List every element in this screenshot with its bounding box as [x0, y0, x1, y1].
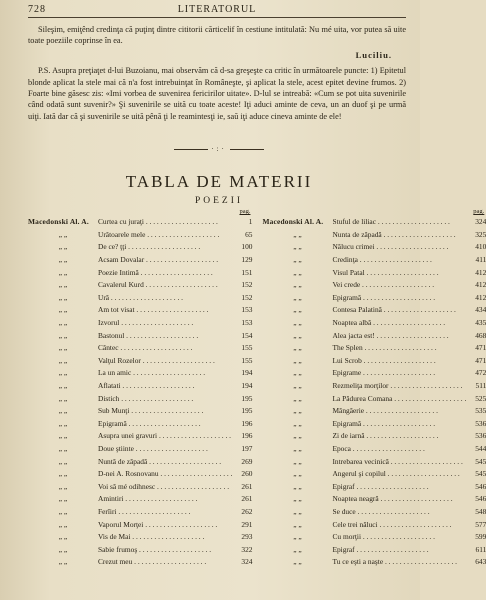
toc-entry-page: 154 [241, 330, 253, 340]
toc-ditto-mark: „ „ [58, 330, 68, 340]
toc-entry-title: Nuntă de zăpadă . . . . . . . . . . . . . . . . . . . . [98, 456, 222, 466]
toc-entry-page: 293 [241, 532, 253, 542]
toc-entry-page: 545 [475, 456, 486, 466]
toc-entry-title: De ce? ţţi . . . . . . . . . . . . . . . . . . . . [98, 242, 201, 252]
toc-entry [28, 230, 252, 243]
toc-entry-page: 261 [241, 481, 253, 491]
toc-ditto-mark: „ „ [293, 431, 302, 441]
toc-entry-title: Cântec . . . . . . . . . . . . . . . . . . . . [98, 343, 193, 353]
toc-ditto-mark: „ „ [293, 469, 302, 479]
toc-entry-title: Distich . . . . . . . . . . . . . . . . . . . . [98, 393, 194, 403]
toc-ditto-mark: „ „ [293, 557, 302, 567]
toc-entry-title: Lui Scrob . . . . . . . . . . . . . . . . . . . . [332, 355, 436, 365]
toc-entry-title: Noaptea neagră . . . . . . . . . . . . . . . . . . . . [332, 494, 453, 504]
toc-entry [28, 343, 252, 356]
toc-entry [28, 431, 252, 444]
toc-ditto-mark: „ „ [293, 267, 302, 277]
toc-entry-title: Bastonul . . . . . . . . . . . . . . . . . . . . [98, 330, 199, 340]
toc-entry [262, 419, 486, 432]
toc-entry-page: 153 [241, 305, 253, 315]
toc-ditto-mark: „ „ [58, 443, 68, 453]
toc-ditto-mark: „ „ [293, 418, 302, 428]
toc-entry-title: Epigraf . . . . . . . . . . . . . . . . . . . . [332, 481, 429, 491]
toc-entry-page: 471 [475, 355, 486, 365]
toc-ditto-mark: „ „ [293, 292, 302, 302]
toc-entry [262, 545, 486, 558]
toc-entry-page: 195 [241, 406, 253, 416]
toc-ditto-mark: „ „ [58, 469, 68, 479]
toc-entry [28, 394, 252, 407]
toc-entry-page: 412 [475, 292, 486, 302]
toc-entry-title: Noaptea albă . . . . . . . . . . . . . . . . . . . . [332, 318, 446, 327]
toc-entry-page: 536 [475, 431, 486, 441]
toc-entry-page: 155 [241, 343, 253, 353]
page-column-header: pag. [473, 208, 485, 216]
toc-entry-page: 511 [475, 380, 486, 390]
toc-entry [262, 507, 486, 520]
toc-entry [28, 406, 252, 419]
toc-entry-title: Urâtoarele mele . . . . . . . . . . . . . . . . . . . . [98, 229, 220, 239]
toc-ditto-mark: „ „ [293, 318, 302, 327]
toc-entry-title: Angerul şi copilul . . . . . . . . . . . . . . . . . . . . [332, 469, 460, 479]
toc-entry [262, 557, 486, 570]
toc-ditto-mark: „ „ [58, 519, 68, 529]
toc-entry-title: Voi să mé odihnesc . . . . . . . . . . . . . . . . . . . . [98, 481, 230, 491]
toc-ditto-mark: „ „ [293, 393, 302, 403]
toc-entry-title: Valţul Rozelor . . . . . . . . . . . . . . . . . . . . [98, 355, 215, 365]
toc-entry-title: Vei crede . . . . . . . . . . . . . . . . . . . . [332, 280, 435, 290]
toc-ditto-mark: „ „ [293, 242, 302, 252]
toc-ditto-mark: „ „ [58, 229, 68, 239]
toc-entry-title: Am tot visat . . . . . . . . . . . . . . . . . . . . [98, 305, 209, 315]
toc-entry [262, 494, 486, 507]
toc-entry [262, 242, 486, 255]
toc-entry-title: D-nei A. Rosnovanu . . . . . . . . . . . . . . . . . . . . [98, 469, 233, 479]
toc-entry-page: 546 [475, 494, 486, 504]
toc-entry-page: 129 [241, 255, 253, 265]
toc-ditto-mark: „ „ [58, 506, 68, 516]
toc-ditto-mark: „ „ [293, 255, 302, 265]
toc-ditto-mark: „ „ [293, 343, 302, 353]
toc-entry [262, 406, 486, 419]
toc-ditto-mark: „ „ [293, 380, 302, 390]
toc-entry [28, 507, 252, 520]
journal-title: LITERATORUL [177, 4, 257, 15]
toc-entry-page: 155 [241, 355, 253, 365]
toc-ditto-mark: „ „ [293, 368, 302, 378]
toc-entry-page: 525 [475, 393, 486, 403]
toc-ditto-mark: „ „ [58, 406, 68, 416]
section-divider: ·:· [28, 144, 410, 154]
toc-entry-page: 197 [241, 443, 253, 453]
toc-entry-title: Contesa Palatină . . . . . . . . . . . . . . . . . . . . [332, 305, 456, 315]
toc-entry-page: 196 [241, 418, 253, 428]
toc-entry-page: 546 [475, 481, 486, 491]
toc-entry-title: Epigrame . . . . . . . . . . . . . . . . . . . . [332, 368, 436, 378]
toc-ditto-mark: „ „ [58, 355, 68, 365]
toc-entry-title: Alea jacta est! . . . . . . . . . . . . . . . . . . . . [332, 330, 449, 340]
toc-ditto-mark: „ „ [293, 280, 302, 290]
toc-entry-title: Se duce . . . . . . . . . . . . . . . . . . . . [332, 506, 430, 516]
toc-author: Macedonski Al. A. [28, 217, 89, 227]
toc-entry-page: 151 [241, 267, 253, 277]
toc-entry-title: Cele trei năluci . . . . . . . . . . . . . . . . . . . . [332, 519, 452, 529]
toc-entry [28, 482, 252, 495]
toc-entry [262, 318, 486, 331]
paragraph: P.S. Asupra preţiaţet d-lui Buzoianu, mai observăm că d-sa greşeşte ca critic în următoarele puncte: 1) Epitetul blonde aplicat la stele mai că n'a fost intrebuinţat în Româneşte, şi aplicat la stele, acest epitet devine frumos. 2) Foarte bine găsesc zis: «Imi vorbea de suvenirea fericirilor uitate». D-lul se intreabă: «Cum se pot uita suvenirile când odată sunt suvenir?» Şi suvenirile se uită cu toate aceste! Iţi aduci aminte de ceva, un an duof şi pe urmă uiţi. Iată dar că şi suvenirile se uită pênă ţi le reamintesţi ie, saŭ iţi aduce cineva aminte de ele! [28, 66, 406, 121]
toc-entry [262, 356, 486, 369]
toc-entry-page: 325 [475, 229, 486, 239]
toc-entry-page: 599 [475, 532, 486, 542]
toc-entry-page: 195 [241, 393, 253, 403]
toc-entry-page: 194 [241, 368, 253, 378]
toc-entry-page: 260 [241, 469, 253, 479]
toc-entry-title: Credinţa . . . . . . . . . . . . . . . . . . . . [332, 255, 432, 265]
toc-entry [28, 368, 252, 381]
toc-entry-page: 435 [475, 318, 486, 327]
page-header [28, 4, 406, 18]
toc-entry [28, 469, 252, 482]
toc-ditto-mark: „ „ [58, 393, 68, 403]
toc-section-title: POEZII [194, 196, 244, 207]
toc-entry [28, 293, 252, 306]
toc-ditto-mark: „ „ [58, 456, 68, 466]
toc-ditto-mark: „ „ [58, 343, 68, 353]
toc-ditto-mark: „ „ [293, 355, 302, 365]
toc-entry-title: Asupra unei gravuri . . . . . . . . . . . . . . . . . . . . [98, 431, 232, 441]
toc-entry [28, 444, 252, 457]
toc-entry-title: La un amic . . . . . . . . . . . . . . . . . . . . [98, 368, 206, 378]
toc-column-left [28, 208, 252, 570]
toc-entry-page: 262 [241, 506, 253, 516]
toc-entry-title: Epoca . . . . . . . . . . . . . . . . . . . . [332, 443, 425, 453]
toc-entry-title: Cavalerul Kurd . . . . . . . . . . . . . . . . . . . . [98, 280, 218, 290]
toc-entry-page: 196 [241, 431, 253, 441]
toc-ditto-mark: „ „ [58, 255, 68, 265]
toc-entry [262, 293, 486, 306]
toc-entry-page: 1 [248, 217, 253, 227]
signature: Luciliu. [355, 49, 392, 60]
toc-ditto-mark: „ „ [293, 532, 302, 542]
toc-entry [28, 255, 252, 268]
toc-entry [28, 545, 252, 558]
toc-entry [28, 494, 252, 507]
toc-ditto-mark: „ „ [58, 305, 68, 315]
toc-entry-page: 472 [475, 368, 486, 378]
toc-entry-title: Tu ce eşti a naşte . . . . . . . . . . . . . . . . . . . . [332, 557, 458, 567]
toc-entry-title: Vaporul Morţei . . . . . . . . . . . . . . . . . . . . [98, 519, 218, 529]
toc-ditto-mark: „ „ [58, 280, 68, 290]
toc-entry [262, 532, 486, 545]
toc-ditto-mark: „ „ [58, 557, 68, 567]
toc-entry-title: Intrebarea vecinică . . . . . . . . . . . . . . . . . . . . [332, 456, 463, 466]
toc-entry [262, 230, 486, 243]
toc-entry [262, 482, 486, 495]
toc-entry-page: 535 [475, 406, 486, 416]
page-number: 728 [28, 4, 46, 15]
toc-entry [28, 242, 252, 255]
toc-entry-title: Nunta de zăpadă . . . . . . . . . . . . . . . . . . . . [332, 229, 456, 239]
toc-entry-title: Epigraf . . . . . . . . . . . . . . . . . . . . [332, 544, 429, 554]
toc-entry [28, 331, 252, 344]
toc-entry-title: Ferîiri . . . . . . . . . . . . . . . . . . . . [98, 506, 191, 516]
toc-entry-page: 545 [475, 469, 486, 479]
toc-entry-page: 412 [475, 280, 486, 290]
toc-ditto-mark: „ „ [58, 292, 68, 302]
toc-ditto-mark: „ „ [58, 532, 68, 542]
toc-ditto-mark: „ „ [58, 418, 68, 428]
toc-entry-title: Sabie frumoş . . . . . . . . . . . . . . . . . . . . [98, 544, 212, 554]
toc-entry-page: 536 [475, 418, 486, 428]
toc-ditto-mark: „ „ [58, 494, 68, 504]
toc-entry-page: 324 [241, 557, 253, 567]
toc-entry-title: Acsam Dovalar . . . . . . . . . . . . . . . . . . . . [98, 255, 219, 265]
toc-ditto-mark: „ „ [293, 494, 302, 504]
toc-entry-title: Amintiri . . . . . . . . . . . . . . . . . . . . [98, 494, 198, 504]
toc-entry [28, 557, 252, 570]
toc-author: Macedonski Al. A. [262, 217, 324, 227]
toc-entry-page: 152 [241, 280, 253, 290]
toc-ditto-mark: „ „ [58, 318, 68, 327]
toc-entry-title: Poezie Intimă . . . . . . . . . . . . . . . . . . . . [98, 267, 213, 277]
toc-entry-page: 611 [475, 544, 486, 554]
toc-entry-page: 65 [245, 229, 253, 239]
toc-entry-title: La Pădurea Comana . . . . . . . . . . . . . . . . . . . . [332, 393, 467, 403]
toc-entry [262, 217, 486, 230]
toc-entry [262, 268, 486, 281]
toc-ditto-mark: „ „ [293, 229, 302, 239]
toc-columns [28, 208, 486, 570]
toc-entry [28, 305, 252, 318]
toc-ditto-mark: „ „ [58, 481, 68, 491]
toc-entry [262, 255, 486, 268]
toc-entry-page: 322 [241, 544, 253, 554]
toc-entry-title: Crezut meu . . . . . . . . . . . . . . . . . . . . [98, 557, 207, 567]
toc-ditto-mark: „ „ [293, 481, 302, 491]
toc-entry-title: Vis de Mai . . . . . . . . . . . . . . . . . . . . [98, 532, 205, 542]
toc-ditto-mark: „ „ [293, 506, 302, 516]
toc-entry-page: 411 [475, 255, 486, 265]
toc-column-right [262, 208, 486, 570]
toc-entry-page: 261 [241, 494, 253, 504]
toc-entry-title: Epigramă . . . . . . . . . . . . . . . . . . . . [332, 418, 436, 428]
toc-entry [28, 532, 252, 545]
article-text [28, 24, 406, 122]
toc-entry-page: 643 [475, 557, 486, 567]
toc-entry [262, 444, 486, 457]
toc-entry-page: 434 [475, 305, 486, 315]
toc-entry-page: 577 [475, 519, 486, 529]
toc-entry-title: Nălucu crimei . . . . . . . . . . . . . . . . . . . . [332, 242, 449, 252]
toc-entry-page: 410 [475, 242, 486, 252]
toc-entry-page: 471 [475, 343, 486, 353]
toc-ditto-mark: „ „ [58, 267, 68, 277]
toc-entry-page: 194 [241, 380, 253, 390]
toc-entry [262, 520, 486, 533]
toc-entry [262, 305, 486, 318]
toc-entry-page: 100 [241, 242, 253, 252]
toc-entry-title: Doue ştiinte . . . . . . . . . . . . . . . . . . . . [98, 443, 208, 453]
toc-entry-title: Epigramă . . . . . . . . . . . . . . . . . . . . [98, 418, 201, 428]
toc-ditto-mark: „ „ [293, 406, 302, 416]
toc-entry [262, 457, 486, 470]
toc-ditto-mark: „ „ [58, 242, 68, 252]
paragraph: Sileşim, emiţênd credinţa că puţinţ dintre cititorii cărticelif în cestiune intitulată: Nu mé uita, vor putea să uite toate poeziile coprinse în ea. [28, 25, 406, 46]
toc-entry-title: Izvorul . . . . . . . . . . . . . . . . . . . . [98, 318, 194, 327]
toc-ditto-mark: „ „ [293, 456, 302, 466]
toc-entry-title: Rezmeliţa morţilor . . . . . . . . . . . . . . . . . . . . [332, 380, 463, 390]
toc-entry [262, 469, 486, 482]
toc-entry [262, 343, 486, 356]
toc-entry [28, 457, 252, 470]
toc-ditto-mark: „ „ [58, 368, 68, 378]
toc-entry [28, 318, 252, 331]
toc-entry [262, 280, 486, 293]
toc-entry-title: Cu morţii . . . . . . . . . . . . . . . . . . . . [332, 532, 435, 542]
toc-entry-title: Stuful de liliac . . . . . . . . . . . . . . . . . . . . [332, 217, 450, 227]
toc-entry-page: 412 [475, 267, 486, 277]
toc-entry-page: 468 [475, 330, 486, 340]
toc-ditto-mark: „ „ [58, 544, 68, 554]
toc-entry-title: Sub Munţi . . . . . . . . . . . . . . . . . . . . [98, 406, 204, 416]
toc-entry-title: Aflatati . . . . . . . . . . . . . . . . . . . . [98, 380, 195, 390]
toc-entry-title: Ură . . . . . . . . . . . . . . . . . . . . [98, 292, 183, 302]
toc-ditto-mark: „ „ [293, 519, 302, 529]
toc-entry-page: 152 [241, 292, 253, 302]
toc-entry-page: 324 [475, 217, 486, 227]
toc-entry [28, 217, 252, 230]
toc-entry-page: 291 [241, 519, 253, 529]
toc-ditto-mark: „ „ [58, 431, 68, 441]
toc-title: TABLA DE MATERII [125, 172, 313, 192]
toc-entry [28, 419, 252, 432]
toc-ditto-mark: „ „ [293, 443, 302, 453]
toc-ditto-mark: „ „ [293, 544, 302, 554]
toc-entry-title: Curtea cu juraţi . . . . . . . . . . . . . . . . . . . . [98, 217, 218, 227]
toc-entry-page: 153 [241, 318, 253, 327]
toc-entry [28, 381, 252, 394]
toc-ditto-mark: „ „ [58, 380, 68, 390]
page-column-header: pag. [239, 208, 251, 216]
toc-entry-title: Zi de iarnă . . . . . . . . . . . . . . . . . . . . [332, 431, 439, 441]
toc-entry [262, 394, 486, 407]
toc-entry-page: 269 [241, 456, 253, 466]
toc-entry [262, 368, 486, 381]
toc-entry-title: Epigramă . . . . . . . . . . . . . . . . . . . . [332, 292, 436, 302]
toc-entry-title: The Splen . . . . . . . . . . . . . . . . . . . . [332, 343, 437, 353]
toc-entry-page: 548 [475, 506, 486, 516]
toc-entry [262, 431, 486, 444]
toc-ditto-mark: „ „ [293, 330, 302, 340]
toc-entry-page: 544 [475, 443, 486, 453]
toc-entry [28, 520, 252, 533]
toc-entry-title: Visul Patal . . . . . . . . . . . . . . . . . . . . [332, 267, 439, 277]
toc-entry-title: Mângăerie . . . . . . . . . . . . . . . . . . . . [332, 406, 438, 416]
toc-entry [28, 280, 252, 293]
toc-entry [28, 268, 252, 281]
toc-entry [262, 381, 486, 394]
toc-entry [28, 356, 252, 369]
toc-entry [262, 331, 486, 344]
toc-ditto-mark: „ „ [293, 305, 302, 315]
